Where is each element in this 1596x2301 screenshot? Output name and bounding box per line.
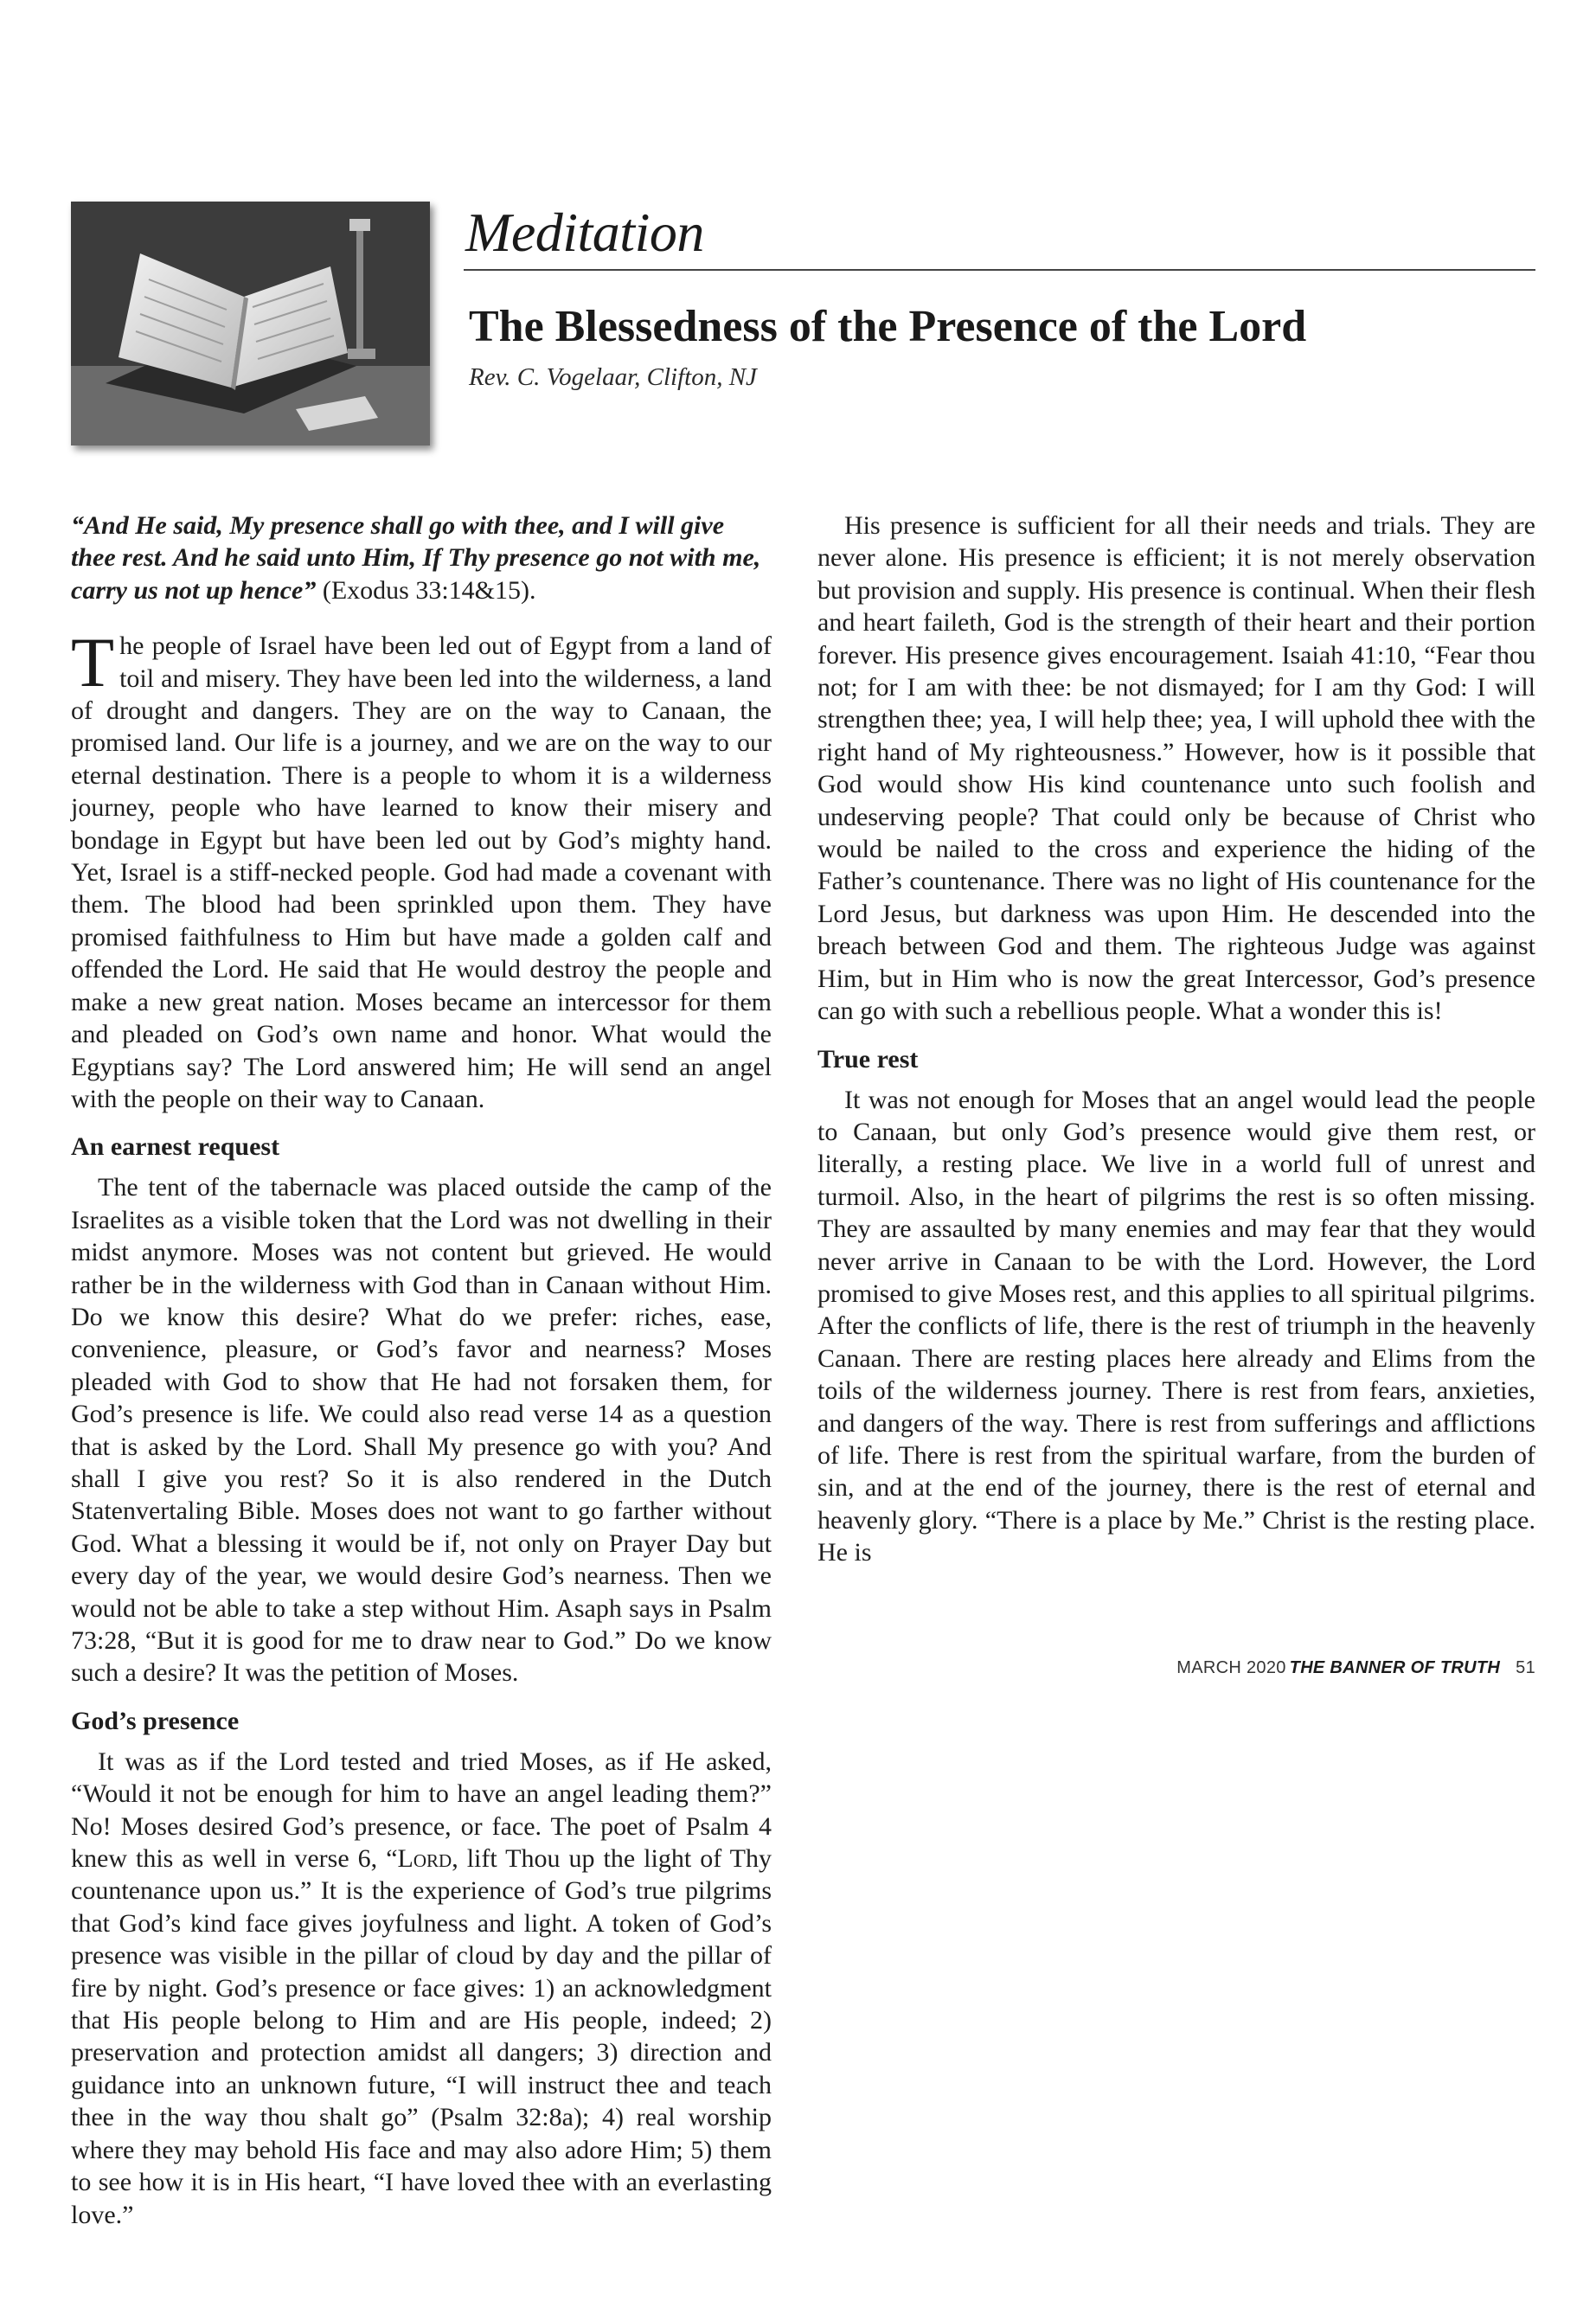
paragraph-intro: The people of Israel have been led out of Egypt from a land of toil and misery. They have been led into the wilderness, a land of drought and dangers. They are on the way to Canaan, the promised land. Our life is a journey, and we are on the way to our eternal destination. There is a people to whom it is a wilderness journey, people who have learned to know their misery and bondage in Egypt but have been led out by God’s mighty hand. Yet, Israel is a stiff-necked people. God had made a covenant with them. The blood had been sprinkled upon them. They have promised faithfulness to Him but have made a golden calf and offended the Lord. He said that He would destroy the people and make a new great nation. Moses became an intercessor for them and pleaded on God’s own name and honor. What would the Egyptians say? The Lord answered him; He will send an angel with the people on their way to Canaan. [71,623,772,1113]
paragraph-request: The tent of the tabernacle was placed outside the camp of the Israelites as a visible token that the Lord was not dwelling in their midst anymore. Moses was not content but grieved. He would rather be in the wilderness with God than in Canaan without Him. Do we know this desire? What do we prefer: riches, ease, convenience, pleasure, or God’s favor and nearness? Moses pleaded with God to show that He had not forsaken them, for God’s presence is life. We could also read verse 14 as a question that is asked by the Lord. Shall My presence go with you? And shall I give you rest? So it is also rendered in the Dutch Statenvertaling Bible. Moses does not want to go farther without God. What a blessing it would be if, not only on Prayer Day but every day of the year, we would desire God’s nearness. Then we would not be able to take a step without Him. Asaph says in Psalm 73:28, “But it is good for me to draw near to God.” Do we know such a desire? It was the petition of Moses. [71,1173,772,1688]
drop-cap: T [71,623,115,702]
epigraph [71,510,772,606]
paragraph-sufficient: His presence is sufficient for all their needs and trials. They are never alone. His presence is efficient; it is not merely observation but provision and supply. His presence is continual. When their flesh and heart faileth, God is the strength of their heart and their portion forever. His presence gives encouragement. Isaiah 41:10, “Fear thou not; for I am with thee: be not dismayed; for I am thy God: I will strengthen thee; yea, I will help thee; yea, I will uphold thee with the right hand of My righteousness.” However, how is it possible that God would show His kind countenance unto such foolish and undeserving people? That could only be because of Christ who would be nailed to the cross and experience the hiding of the Father’s countenance. There was no light of His countenance for the Lord Jesus, but darkness was upon Him. He descended into the breach between God and them. The righteous Judge was against Him, but in Him who is now the great Intercessor, God’s presence can go with such a rebellious people. What a wonder this is! [817,511,1535,1026]
paragraph-presence: It was as if the Lord tested and tried Moses, as if He asked, “Would it not be enough for him to have an angel leading them?” No! Moses desired God’s presence, or face. The poet of Psalm 4 knew this as well in verse 6, “Lord, lift Thou up the light of Thy countenance upon us.” It is the experience of God’s true pilgrims that God’s kind face gives joyfulness and light. A token of God’s presence was visible in the pillar of cloud by day and the pillar of fire by night. God’s presence or face gives: 1) an acknowledgment that His people belong to Him and are His people, indeed; 2) preservation and protection amidst all dangers; 3) direction and guidance into an unknown future, “I will instruct thee and teach thee in the way thou shalt go” (Psalm 32:8a); 4) real worship where they may behold His face and may also adore Him; 5) them to see how it is in His heart, “I have loved thee with an everlasting love.” [71,1747,772,2229]
paragraph-rest: It was not enough for Moses that an angel would lead the people to Canaan, but only God’s presence would give them rest, or literally, a resting place. We live in a world full of unrest and turmoil. Also, in the heart of pilgrims the rest is so often missing. They are assaulted by many enemies and may fear that they would never arrive in Canaan to be with the Lord. However, the Lord promised to give Moses rest, and this applies to all spiritual pilgrims. After the conflicts of life, there is the rest of triumph in the heavenly Canaan. There are resting places here already and Elims from the toils of the wilderness journey. There is rest from fears, anxieties, and dangers of the way. There is rest from sufferings and afflictions of life. There is rest from the spiritual warfare, from the burden of sin, and at the end of the journey, there is the rest of eternal and heavenly glory. “There is a place by Me.” Christ is the resting place. He is [817,1085,1535,1567]
heading-true-rest: True rest [817,1044,919,1074]
article-title: The Blessedness of the Presence of the Lord [469,302,1307,351]
section-label: Meditation [465,202,704,263]
open-bible-photo [71,202,430,445]
issue-date: MARCH 2020 [1176,1658,1286,1677]
heading-gods-presence: God’s presence [71,1706,240,1735]
title-divider [464,269,1535,271]
page-footer [1176,1658,1535,1678]
page-number: 51 [1516,1658,1535,1677]
author-byline: Rev. C. Vogelaar, Clifton, NJ [469,363,757,391]
magazine-name: THE BANNER OF TRUTH [1289,1658,1501,1677]
heading-earnest-request: An earnest request [71,1132,280,1162]
paragraph-presence-continued: , lift Thou up the light of Thy countenance upon us.” It is the experience of God’s true pilgrims that God’s kind face gives joyfulness and light. A token of God’s presence was visible in the pillar of cloud by day and the pillar of fire by night. God’s presence or face gives: 1) an acknowledgment that His people belong to Him and are His people, indeed; 2) preservation and protection amidst all dangers; 3) direction and guidance into an unknown future, “I will instruct thee and teach thee in the way thou shalt go” (Psalm 32:8a); 4) real worship where they may behold His face and may also adore Him; 5) them to see how it is in His heart, “I have loved thee with an everlasting love.” [71,1844,772,2229]
epigraph-reference: (Exodus 33:14&15). [316,575,536,605]
left-column [71,510,772,2231]
epigraph-quote: “And He said, My presence shall go with thee, and I will give thee rest. And he said unto Him, If Thy presence go not with me, carry us not up hence” [71,511,761,605]
small-caps-lord: Lord [397,1844,452,1874]
right-column [817,510,1535,1569]
